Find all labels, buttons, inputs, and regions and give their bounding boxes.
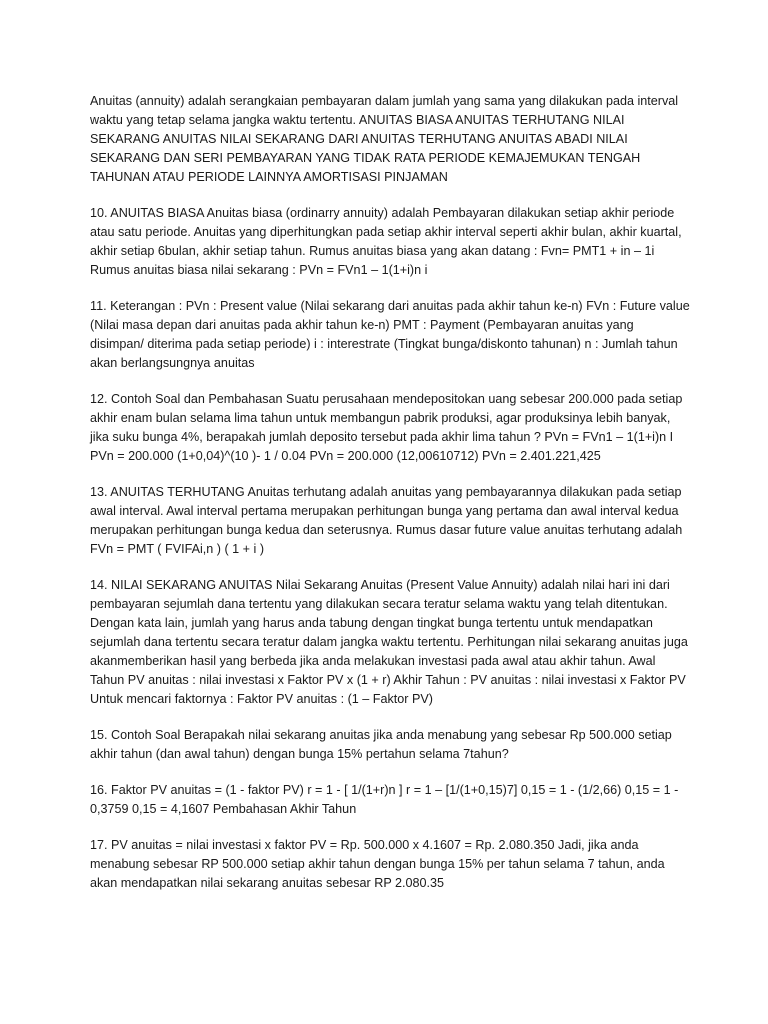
paragraph-14-nilai-sekarang-anuitas: 14. NILAI SEKARANG ANUITAS Nilai Sekarang Anuitas (Present Value Annuity) adalah nilai hari ini dari pembayaran sejumlah dana tertentu yang dilakukan secara teratur selama waktu yang telah ditentukan. Dengan kata lain, jumlah yang harus anda tabung dengan tingkat bunga tertentu untuk mendapatkan sejumlah dana tertentu secara teratur dalam jangka waktu tertentu. Perhitungan nilai sekarang anuitas juga akanmemberikan hasil yang berbeda jika anda melakukan investasi pada awal atau akhir tahun. Awal Tahun PV anuitas : nilai investasi x Faktor PV x (1 + r) Akhir Tahun : PV anuitas : nilai investasi x Faktor PV Untuk mencari faktornya : Faktor PV anuitas : (1 – Faktor PV)	[90, 578, 688, 706]
paragraph-12-contoh-soal: 12. Contoh Soal dan Pembahasan Suatu perusahaan mendepositokan uang sebesar 200.000 pada setiap akhir enam bulan selama lima tahun untuk membangun pabrik produksi, agar produksinya lebih banyak, jika suku bunga 4%, berapakah jumlah deposito tersebut pada akhir lima tahun ? PVn = FVn1 – 1(1+i)n I PVn = 200.000 (1+0,04)^(10 )- 1 / 0.04 PVn = 200.000 (12,00610712) PVn = 2.401.221,425	[90, 392, 683, 463]
paragraph-11-keterangan: 11. Keterangan : PVn : Present value (Nilai sekarang dari anuitas pada akhir tahun ke-n) FVn : Future value (Nilai masa depan dari anuitas pada akhir tahun ke-n) PMT : Payment (Pembayaran anuitas yang disimpan/ diterima pada setiap periode) i : interestrate (Tingkat bunga/diskonto tahunan) n : Jumlah tahun akan berlangsungnya anuitas	[90, 299, 690, 370]
paragraph-16-faktor-pv: 16. Faktor PV anuitas = (1 - faktor PV) r = 1 - [ 1/(1+r)n ] r = 1 – [1/(1+0,15)7] 0,15 = 1 - (1/2,66) 0,15 = 1 - 0,3759 0,15 = 4,1607 Pembahasan Akhir Tahun	[90, 783, 679, 816]
paragraph-17-pv-anuitas: 17. PV anuitas = nilai investasi x faktor PV = Rp. 500.000 x 4.1607 = Rp. 2.080.350 Jadi, jika anda menabung sebesar RP 500.000 setiap akhir tahun dengan bunga 15% per tahun selama 7 tahun, anda akan mendapatkan nilai sekarang anuitas sebesar RP 2.080.35	[90, 838, 665, 890]
paragraph-15-contoh-soal: 15. Contoh Soal Berapakah nilai sekarang anuitas jika anda menabung yang sebesar Rp 500.000 setiap akhir tahun (dan awal tahun) dengan bunga 15% pertahun selama 7tahun?	[90, 728, 672, 761]
paragraph-13-anuitas-terhutang: 13. ANUITAS TERHUTANG Anuitas terhutang adalah anuitas yang pembayarannya dilakukan pada setiap awal interval. Awal interval pertama merupakan perhitungan bunga yang pertama dan awal interval kedua merupakan perhitungan bunga kedua dan seterusnya. Rumus dasar future value anuitas terhutang adalah FVn = PMT ( FVIFAi,n ) ( 1 + i )	[90, 485, 683, 556]
document-body	[90, 92, 690, 910]
paragraph-10-anuitas-biasa: 10. ANUITAS BIASA Anuitas biasa (ordinarry annuity) adalah Pembayaran dilakukan setiap akhir periode atau satu periode. Anuitas yang diperhitungkan pada setiap akhir interval seperti akhir bulan, akhir kuartal, akhir setiap 6bulan, akhir setiap tahun. Rumus anuitas biasa yang akan datang : Fvn= PMT1 + in – 1i Rumus anuitas biasa nilai sekarang : PVn = FVn1 – 1(1+i)n i	[90, 206, 682, 277]
paragraph-intro: Anuitas (annuity) adalah serangkaian pembayaran dalam jumlah yang sama yang dilakukan pada interval waktu yang tetap selama jangka waktu tertentu. ANUITAS BIASA ANUITAS TERHUTANG NILAI SEKARANG ANUITAS NILAI SEKARANG DARI ANUITAS TERHUTANG ANUITAS ABADI NILAI SEKARANG DAN SERI PEMBAYARAN YANG TIDAK RATA PERIODE KEMAJEMUKAN TENGAH TAHUNAN ATAU PERIODE LAINNYA AMORTISASI PINJAMAN	[90, 94, 679, 184]
